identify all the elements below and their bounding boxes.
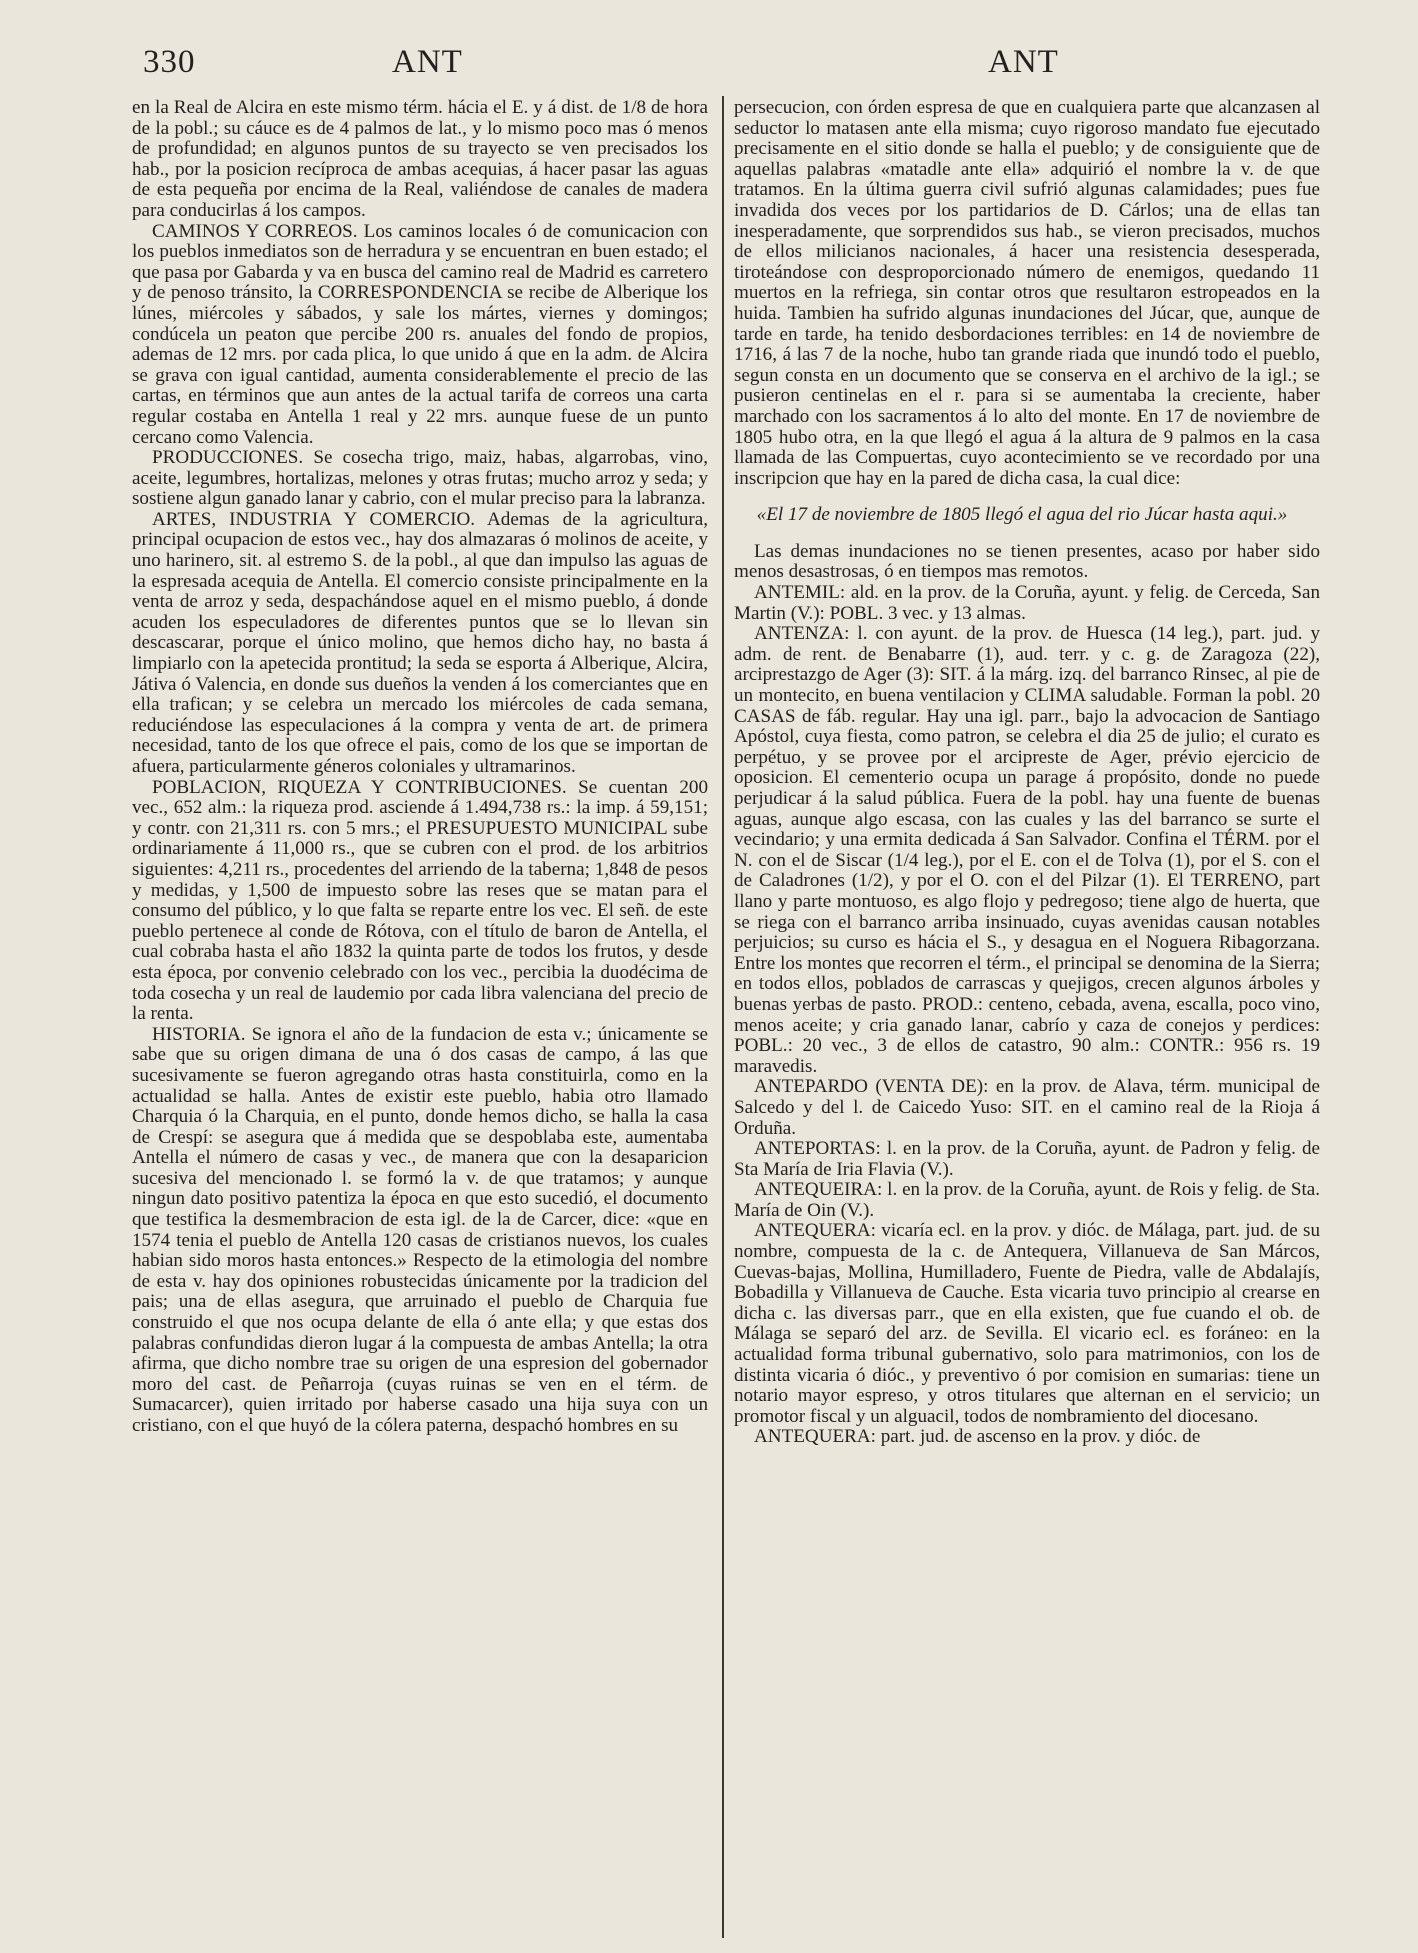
inscription-quote: «El 17 de noviembre de 1805 llegó el agua del rio Júcar hasta aqui.» — [756, 504, 1288, 526]
paragraph: CAMINOS Y CORREOS. Los caminos locales ó de comunicacion con los pueblos inmediatos son de herradura y se encuentran en buen estado; el que pasa por Gabarda y va en busca del camino real de Madrid es carretero y de penoso tránsito, la CORRESPONDENCIA se recibe de Alberique los lúnes, miércoles y sábados, y sale los mártes, viernes y domingos; condúcela un peaton que percibe 200 rs. anuales del fondo de propios, ademas de 12 mrs. por cada plica, lo que unido á que en la adm. de Alcira se grava con igual cantidad, aumenta considerablemente el precio de las cartas, en términos que aun antes de la actual tarifa de correos una carta regular costaba en Antella 1 real y 22 mrs. aunque fuese de un punto cercano como Valencia. — [132, 220, 708, 448]
running-head-left: ANT — [392, 44, 463, 80]
entry-antequera-vicaria: ANTEQUERA: vicaría ecl. en la prov. y dióc. de Málaga, part. jud. de su nombre, compuesta de la c. de Antequera, Villanueva de San Márcos, Cuevas-bajas, Mollina, Humilladero, Fuente de Piedra, valle de Abdalajís, Bobadilla y Villanueva de Cauche. Esta vicaria tuvo principio al crearse en dicha c. las diversas parr., que en ella existen, que fue cuando el ob. de Málaga se separó del arz. de Sevilla. El vicario ecl. es foráneo: en la actualidad forma tribunal gubernativo, solo para matrimonios, con los de distinta vicaria ó dióc., y preventivo ó por comision en sumarias: tiene un notario mayor espreso, y otros titulares que alternan en el servicio; un promotor fiscal y un alguacil, todos de nombramiento del diocesano. — [734, 1220, 1320, 1427]
page-number: 330 — [143, 44, 196, 80]
paragraph: en la Real de Alcira en este mismo térm. hácia el E. y á dist. de 1/8 de hora de la pobl.; su cáuce es de 4 palmos de lat., y lo mismo poco mas ó menos de profundidad; en algunos puntos de su trayecto se ven precisados los hab., por la posicion recíproca de ambas acequias, á hacer pasar las aguas de esta pequeña por encima de la Real, valiéndose de canales de madera para conducirlas á los campos. — [132, 97, 708, 221]
entry-antemil: ANTEMIL: ald. en la prov. de la Coruña, ayunt. y felig. de Cerceda, San Martin (V.): POBL. 3 vec. y 13 almas. — [734, 582, 1320, 624]
paragraph: POBLACION, RIQUEZA Y CONTRIBUCIONES. Se cuentan 200 vec., 652 alm.: la riqueza prod. asciende á 1.494,738 rs.: la imp. á 59,151; y contr. con 21,311 rs. con 5 mrs.; el PRESUPUESTO MUNICIPAL sube ordinariamente á 11,000 rs., que se cubren con el prod. de los arbitrios siguientes: 4,211 rs., procedentes del arriendo de la taberna; 1,848 de pesos y medidas, y 1,500 de impuesto sobre las reses que se matan para el consumo del público, y lo que falta se reparte entre los vec. El señ. de este pueblo pertenece al conde de Rótova, con el título de baron de Antella, el cual cobraba hasta el año 1832 la quinta parte de todos los frutos, y desde esta época, por convenio celebrado con los vec., percibia la duodécima de toda cosecha y un real de laudemio por cada libra valenciana del precio de la renta. — [132, 776, 708, 1025]
entry-anteportas: ANTEPORTAS: l. en la prov. de la Coruña, ayunt. de Padron y felig. de Sta María de Iria Flavia (V.). — [734, 1138, 1320, 1180]
entry-antequeira: ANTEQUEIRA: l. en la prov. de la Coruña, ayunt. de Rois y felig. de Sta. María de Oin (V.). — [734, 1179, 1320, 1221]
entry-antequera-partido: ANTEQUERA: part. jud. de ascenso en la prov. y dióc. de — [754, 1426, 1201, 1448]
page-header — [0, 44, 1418, 94]
paragraph: PRODUCCIONES. Se cosecha trigo, maiz, habas, algarrobas, vino, aceite, legumbres, hortalizas, melones y otras frutas; mucho arroz y seda; y sostiene algun ganado lanar y cabrio, con el mular preciso para la labranza. — [132, 447, 708, 510]
column-divider — [722, 96, 724, 1938]
entry-antepardo: ANTEPARDO (VENTA DE): en la prov. de Alava, térm. municipal de Salcedo y del l. de Caicedo Yuso: SIT. en el camino real de la Rioja á Orduña. — [734, 1076, 1320, 1139]
paragraph: Las demas inundaciones no se tienen presentes, acaso por haber sido menos desastrosas, ó en tiempos mas remotos. — [734, 540, 1320, 583]
entry-antenza: ANTENZA: l. con ayunt. de la prov. de Huesca (14 leg.), part. jud. y adm. de rent. de Benabarre (1), aud. terr. y c. g. de Zaragoza (22), arciprestazgo de Ager (3): SIT. á la márg. izq. del barranco Rinsec, al pie de un montecito, en buena ventilacion y CLIMA saludable. Forman la pobl. 20 CASAS de fáb. regular. Hay una igl. parr., bajo la advocacion de Santiago Apóstol, cuya fiesta, como patron, se celebra el dia 25 de julio; el curato es perpétuo, y se provee por el arcipreste de Ager, prévio ejercicio de oposicion. El cementerio ocupa un parage á propósito, donde no puede perjudicar á la salud pública. Fuera de la pobl. hay una fuente de buenas aguas, aunque algo escasa, con las cuales y las del barranco se surte el vecindario; y una ermita dedicada á San Salvador. Confina el TÉRM. por el N. con el de Siscar (1/4 leg.), por el E. con el de Tolva (1), por el S. con el de Caladrones (1/2), y por el O. con el del Pilzar (1). El TERRENO, part llano y parte montuoso, es algo flojo y pedregoso; tiene algo de huerta, que se riega con el barranco arriba insinuado, cuyas avenidas causan notables perjuicios; su curso es hácia el S., y desagua en el Noguera Ribagorzana. Entre los montes que recorren el térm., el principal se denomina de la Sierra; en todos ellos, poblados de carrascas y quejigos, crecen algunos árboles y buenas yerbas de pasto. PROD.: centeno, cebada, avena, escalla, poco vino, menos aceite; y cria ganado lanar, cabrío y caza de conejos y perdices: POBL.: 20 vec., 3 de ellos de catastro, 90 alm.: CONTR.: 956 rs. 19 maravedis. — [734, 623, 1320, 1077]
right-column — [734, 98, 1320, 1448]
paragraph: ARTES, INDUSTRIA Y COMERCIO. Ademas de la agricultura, principal ocupacion de estos vec., hay dos almazaras ó molinos de aceite, y uno harinero, sit. al estremo S. de la pobl., al que dan impulso las aguas de la espresada acequia de Antella. El comercio consiste principalmente en la venta de arroz y seda, despachándose aquel en el mismo pueblo, á donde acuden los especuladores de diferentes puntos que se lo llevan sin descascarar, porque el único molino, que hemos dicho hay, no basta á limpiarlo con la apetecida prontitud; la seda se esporta á Alberique, Alcira, Játiva ó Valencia, en donde sus dueños la venden á los comerciantes que en ella trafican; y se celebra un mercado los miércoles de cada semana, reduciéndose las especulaciones á la compra y venta de art. de primera necesidad, tanto de los que ofrece el pais, como de los que se importan de afuera, particularmente géneros coloniales y ultramarinos. — [132, 508, 708, 777]
paragraph: persecucion, con órden espresa de que en cualquiera parte que alcanzasen al seductor lo matasen ante ella misma; cuyo rigoroso mandato fue ejecutado precisamente en el sitio donde se halla el pueblo; y de consiguiente que de aquellas palabras «matadle ante ella» adquirió el nombre la v. de que tratamos. En la última guerra civil sufrió algunas calamidades; pues fue invadida dos veces por los partidarios de D. Cárlos; una de ellas tan inesperadamente, que sorprendidos sus hab., se vieron precisados, muchos de ellos milicianos nacionales, á hacer una resistencia desesperada, tiroteándose con desproporcionado número de enemigos, quedando 11 muertos en la refriega, sin contar otros que resultaron estropeados en la huida. Tambien ha sufrido algunas inundaciones del Júcar, que, aunque de tarde en tarde, ha tenido desbordaciones terribles: en 14 de noviembre de 1716, á las 7 de la noche, hubo tan grande riada que inundó todo el pueblo, segun consta en un documento que se conserva en el archivo de la igl.; se pusieron centinelas en el r. para si se aumentaba la creciente, haber marchado con los sacramentos á lo alto del monte. En 17 de noviembre de 1805 hubo otra, en la que llegó el agua á la altura de 9 palmos en la casa llamada de las Compuertas, cuyo acontecimiento se ve recordado por una inscripcion que hay en la pared de dicha casa, la cual dice: — [734, 97, 1320, 489]
paragraph: HISTORIA. Se ignora el año de la fundacion de esta v.; únicamente se sabe que su origen dimana de una ó dos casas de campo, á las que sucesivamente se fueron agregando otras hasta constituirla, como en la actualidad se halla. Antes de existir este pueblo, habia otro llamado Charquia ó la Charquia, en el punto, donde hemos dicho, se halla la casa de Crespí: se asegura que á medida que se despoblaba este, aumentaba Antella el número de casas y vec., de manera que con la desaparicion sucesiva del mencionado l. se formó la v. de que tratamos; y aunque ningun dato positivo patentiza la época en que esto sucedió, el documento que testifica la desmembracion de esta igl. de la de Carcer, dice: «que en 1574 tenia el pueblo de Antella 120 casas de cristianos nuevos, los cuales habian sido moros hasta entonces.» Respecto de la etimologia del nombre de esta v. hay dos opiniones robustecidas únicamente por la tradicion del pais; una de ellas asegura, que arruinado el pueblo de Charquia fue construido el que nos ocupa delante de ella ó ante ella; y que estas dos palabras confundidas dieron lugar á la compuesta de ambas Antella; la otra afirma, que dicho nombre trae su origen de una espresion del gobernador moro del cast. de Peñarroja (cuyas ruinas se ven en el térm. de Sumacarcer), quien irritado por haberse casado una hija suya con un cristiano, con el que huyó de la cólera paterna, despachó hombres en su — [132, 1023, 708, 1436]
left-column — [132, 98, 708, 1437]
running-head-right: ANT — [988, 44, 1059, 80]
